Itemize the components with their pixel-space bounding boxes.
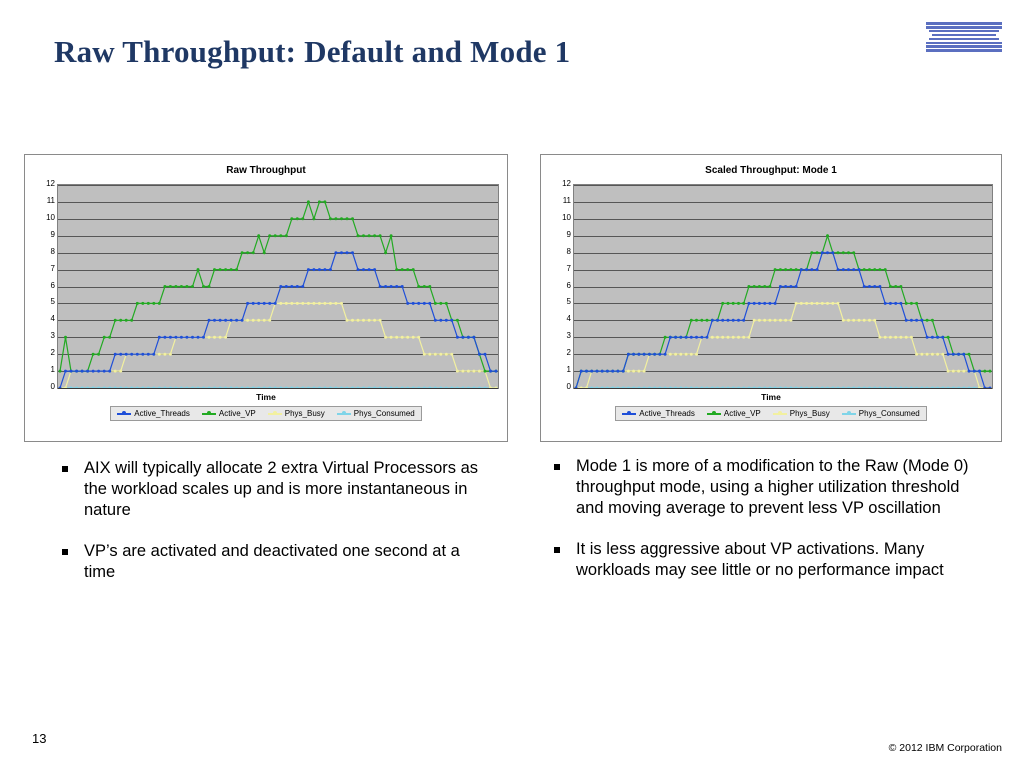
y-tick-label: 10 (46, 212, 55, 222)
y-tick-label: 5 (566, 297, 571, 307)
plot-area (57, 184, 499, 389)
legend-label: Active_Threads (134, 409, 190, 418)
legend-item (117, 409, 190, 418)
y-tick-label: 12 (46, 179, 55, 188)
y-axis (33, 179, 57, 391)
legend-swatch-icon (622, 413, 636, 415)
legend-swatch-icon (773, 413, 787, 415)
chart-legend (615, 406, 926, 421)
legend-label: Phys_Consumed (858, 409, 920, 418)
legend-item (268, 409, 325, 418)
legend-swatch-icon (268, 413, 282, 415)
ibm-logo-icon (926, 22, 1002, 52)
gridline (58, 388, 498, 389)
y-tick-label: 9 (566, 229, 571, 239)
bullet-marker-icon (62, 466, 68, 472)
y-tick-label: 9 (50, 229, 55, 239)
bullet-text: VP’s are activated and deactivated one second at a time (84, 542, 460, 582)
y-tick-label: 3 (50, 331, 55, 341)
plot-wrap (33, 179, 499, 402)
legend-label: Phys_Busy (789, 409, 830, 418)
y-tick-label: 11 (562, 195, 571, 205)
legend-label: Active_VP (723, 409, 761, 418)
y-tick-label: 6 (566, 280, 571, 290)
series-canvas (574, 185, 992, 388)
list-item (58, 541, 488, 583)
legend-swatch-icon (117, 413, 131, 415)
legend-item (202, 409, 256, 418)
chart-scaled-throughput-mode-1 (540, 154, 1002, 442)
list-item (58, 458, 488, 521)
legend-label: Active_VP (218, 409, 256, 418)
plot-area (573, 184, 993, 389)
chart-legend (110, 406, 421, 421)
y-tick-label: 5 (50, 297, 55, 307)
list-item (550, 456, 980, 519)
y-tick-label: 10 (562, 212, 571, 222)
legend-label: Phys_Busy (284, 409, 325, 418)
legend-swatch-icon (202, 413, 216, 415)
series-canvas (58, 185, 498, 388)
y-tick-label: 4 (50, 314, 55, 324)
legend-item (773, 409, 830, 418)
bullet-marker-icon (62, 549, 68, 555)
y-tick-label: 1 (50, 365, 55, 375)
y-tick-label: 0 (566, 382, 571, 391)
legend-label: Active_Threads (639, 409, 695, 418)
chart-title: Raw Throughput (226, 165, 306, 176)
legend-swatch-icon (337, 413, 351, 415)
y-tick-label: 7 (50, 263, 55, 273)
legend-item (337, 409, 415, 418)
chart-raw-throughput (24, 154, 508, 442)
gridline (574, 388, 992, 389)
list-item (550, 539, 980, 581)
y-tick-label: 2 (50, 348, 55, 358)
legend-item (707, 409, 761, 418)
bullet-text: AIX will typically allocate 2 extra Virtual Processors as the workload scales up and is more instantaneous in nature (84, 459, 479, 520)
plot-wrap (549, 179, 993, 402)
legend-label: Phys_Consumed (353, 409, 415, 418)
y-axis (549, 179, 573, 391)
page-title: Raw Throughput: Default and Mode 1 (54, 34, 571, 69)
y-tick-label: 8 (50, 246, 55, 256)
legend-item (622, 409, 695, 418)
x-axis-label: Time (761, 392, 781, 402)
bullet-list-right (550, 456, 980, 602)
y-tick-label: 2 (566, 348, 571, 358)
y-tick-label: 11 (46, 195, 55, 205)
legend-swatch-icon (842, 413, 856, 415)
page-number: 13 (32, 731, 47, 746)
bullet-list-left (58, 458, 488, 604)
legend-swatch-icon (707, 413, 721, 415)
legend-item (842, 409, 920, 418)
y-tick-label: 4 (566, 314, 571, 324)
y-tick-label: 8 (566, 246, 571, 256)
bullet-marker-icon (554, 464, 560, 470)
y-tick-label: 6 (50, 280, 55, 290)
copyright-notice: © 2012 IBM Corporation (888, 742, 1002, 754)
bullet-marker-icon (554, 547, 560, 553)
y-tick-label: 3 (566, 331, 571, 341)
y-tick-label: 0 (50, 382, 55, 391)
chart-title: Scaled Throughput: Mode 1 (705, 165, 837, 176)
y-tick-label: 7 (566, 263, 571, 273)
x-axis-label: Time (256, 392, 276, 402)
y-tick-label: 12 (562, 179, 571, 188)
y-tick-label: 1 (566, 365, 571, 375)
bullet-text: Mode 1 is more of a modification to the Raw (Mode 0) throughput mode, using a higher utilization threshold and moving average to prevent less VP oscillation (576, 457, 969, 518)
bullet-text: It is less aggressive about VP activations. Many workloads may see little or no performance impact (576, 540, 944, 580)
